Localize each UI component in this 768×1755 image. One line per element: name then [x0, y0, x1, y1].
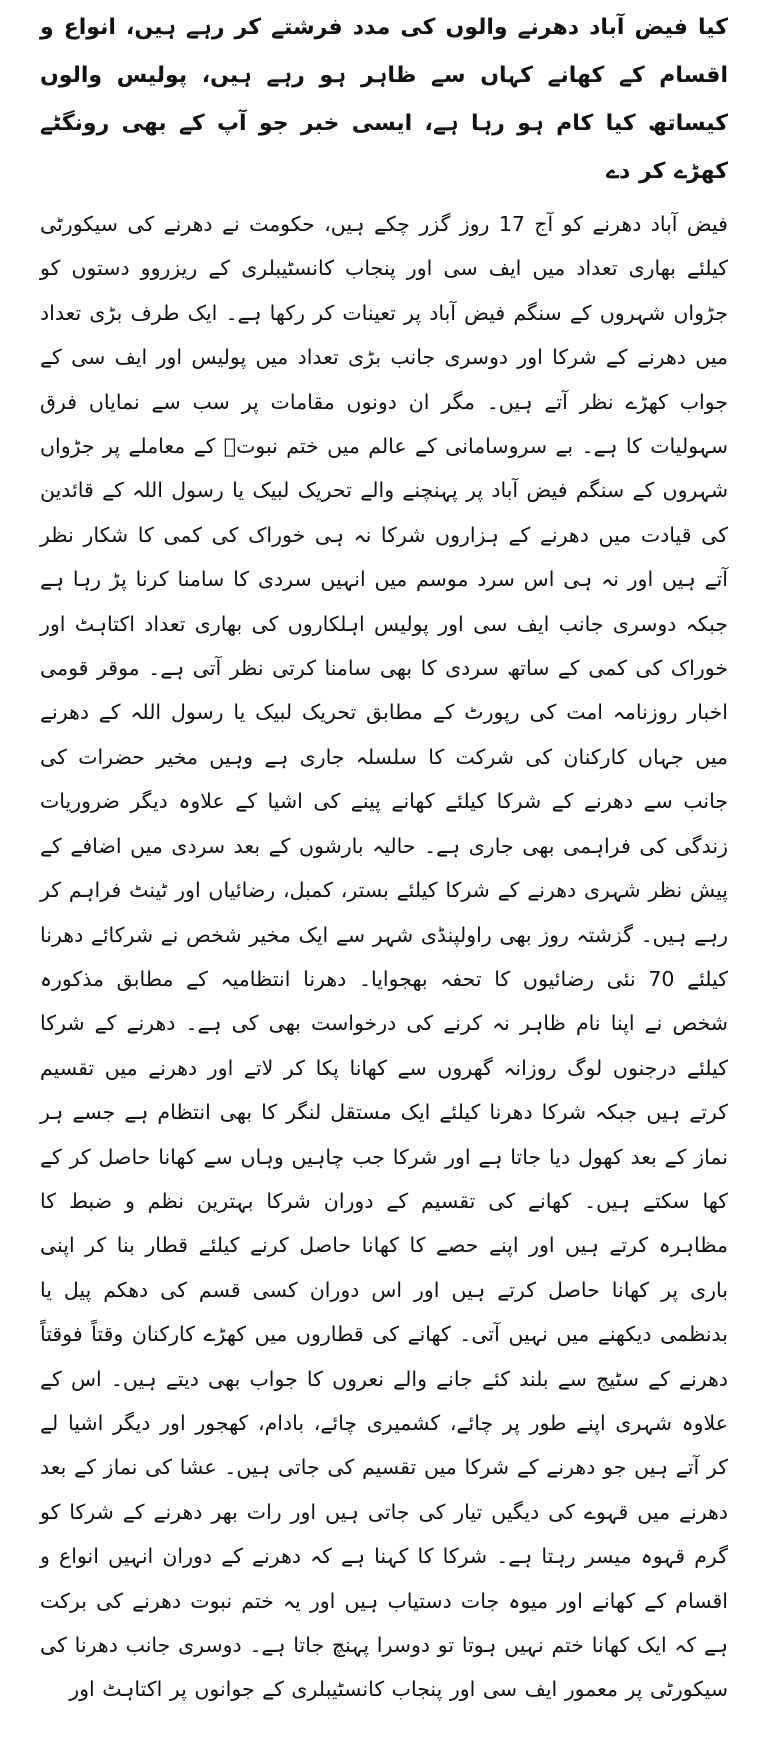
article-body: فیض آباد دھرنے کو آج 17 روز گزر چکے ہیں، حکومت نے دھرنے کی سیکورٹی کیلئے بھاری تعداد میں ایف سی اور پنجاب کانسٹیبلری کے ریزروو دستوں کو جڑواں شہروں کے سنگم فیض آباد پر تعینات کر رکھا ہے۔ ایک طرف بڑی تعداد میں دھرنے کے شرکا اور دوسری جانب بڑی تعداد میں پولیس اور ایف سی کے جواب کھڑے نظر آتے ہیں۔ مگر ان دونوں مقامات پر سب سے نمایاں فرق سہولیات کا ہے۔ بے سروسامانی کے عالم میں ختم نبوتؐ کے معاملے پر جڑواں شہروں کے سنگم فیض آباد پر پہنچنے والے تحریک لبیک یا رسول اللہ کے قائدین کی قیادت میں دھرنے کے ہزاروں شرکا نہ ہی خوراک کی کمی کا شکار نظر آتے ہیں اور نہ ہی اس سرد موسم میں انہیں سردی کا سامنا کرنا پڑ رہا ہے جبکہ دوسری جانب ایف سی اور پولیس اہلکاروں کی بھاری تعداد اکتاہٹ اور خوراک کی کمی کے ساتھ سردی کا بھی سامنا کرتی نظر آتی ہے۔ موقر قومی اخبار روزنامہ امت کی رپورٹ کے مطابق تحریک لبیک یا رسول اللہ کے دھرنے میں جہاں کارکنان کی شرکت کا سلسلہ جاری ہے وہیں مخیر حضرات کی جانب سے دھرنے کے شرکا کیلئے کھانے پینے کی اشیا کے علاوہ دیگر ضروریات زندگی کی فراہمی بھی جاری ہے۔ حالیہ بارشوں کے بعد سردی میں اضافے کے پیش نظر شہری دھرنے کے شرکا کیلئے بستر، کمبل، رضائیاں اور ٹینٹ فراہم کر رہے ہیں۔ گزشتہ روز بھی راولپنڈی شہر سے ایک مخیر شخص نے شرکائے دھرنا کیلئے 70 نئی رضائیوں کا تحفہ بھجوایا۔ دھرنا انتظامیہ کے مطابق مذکورہ شخص نے اپنا نام ظاہر نہ کرنے کی درخواست بھی کی ہے۔ دھرنے کے شرکا کیلئے درجنوں لوگ روزانہ گھروں سے کھانا پکا کر لاتے اور دھرنے میں تقسیم کرتے ہیں جبکہ شرکا دھرنا کیلئے ایک مستقل لنگر کا بھی انتظام ہے جسے ہر نماز کے بعد کھول دیا جاتا ہے اور شرکا جب چاہیں وہاں سے کھانا حاصل کر کے کھا سکتے ہیں۔ کھانے کی تقسیم کے دوران شرکا بہترین نظم و ضبط کا مظاہرہ کرتے ہیں اور اپنے حصے کا کھانا حاصل کرنے کیلئے قطار بنا کر اپنی باری پر کھانا حاصل کرتے ہیں اور اس دوران کسی قسم کی دھکم پیل یا بدنظمی دیکھنے میں نہیں آتی۔ کھانے کی قطاروں میں کھڑے کارکنان وقتاً فوقتاً دھرنے کے سٹیج سے بلند کئے جانے والے نعروں کا جواب بھی دیتے ہیں۔ اس کے علاوہ شہری اپنے طور پر چائے، کشمیری چائے، بادام، کھجور اور دیگر اشیا لے کر آتے ہیں جو دھرنے کے شرکا میں تقسیم کی جاتی ہیں۔ عشا کی نماز کے بعد دھرنے میں قہوے کی دیگیں تیار کی جاتی ہیں اور رات بھر دھرنے کے شرکا کو گرم قہوہ میسر رہتا ہے۔ شرکا کا کہنا ہے کہ دھرنے کے دوران انہیں انواع و اقسام کے کھانے اور میوہ جات دستیاب ہیں اور یہ ختم نبوت دھرنے کی برکت ہے کہ ایک کھانا ختم نہیں ہوتا تو دوسرا پہنچ جاتا ہے۔ دوسری جانب دھرنا کی سیکورٹی پر معمور ایف سی اور پنجاب کانسٹیبلری کے جوانوں پر اکتاہٹ اور	[40, 212, 728, 1702]
article-headline: کیا فیض آباد دھرنے والوں کی مدد فرشتے کر رہے ہیں، انواع و اقسام کے کھانے کہاں سے ظاہر ہو رہے ہیں، پولیس والوں کیساتھ کیا کام ہو رہا ہے، ایسی خبر جو آپ کے بھی رونگٹے کھڑے کر دے	[40, 15, 728, 184]
